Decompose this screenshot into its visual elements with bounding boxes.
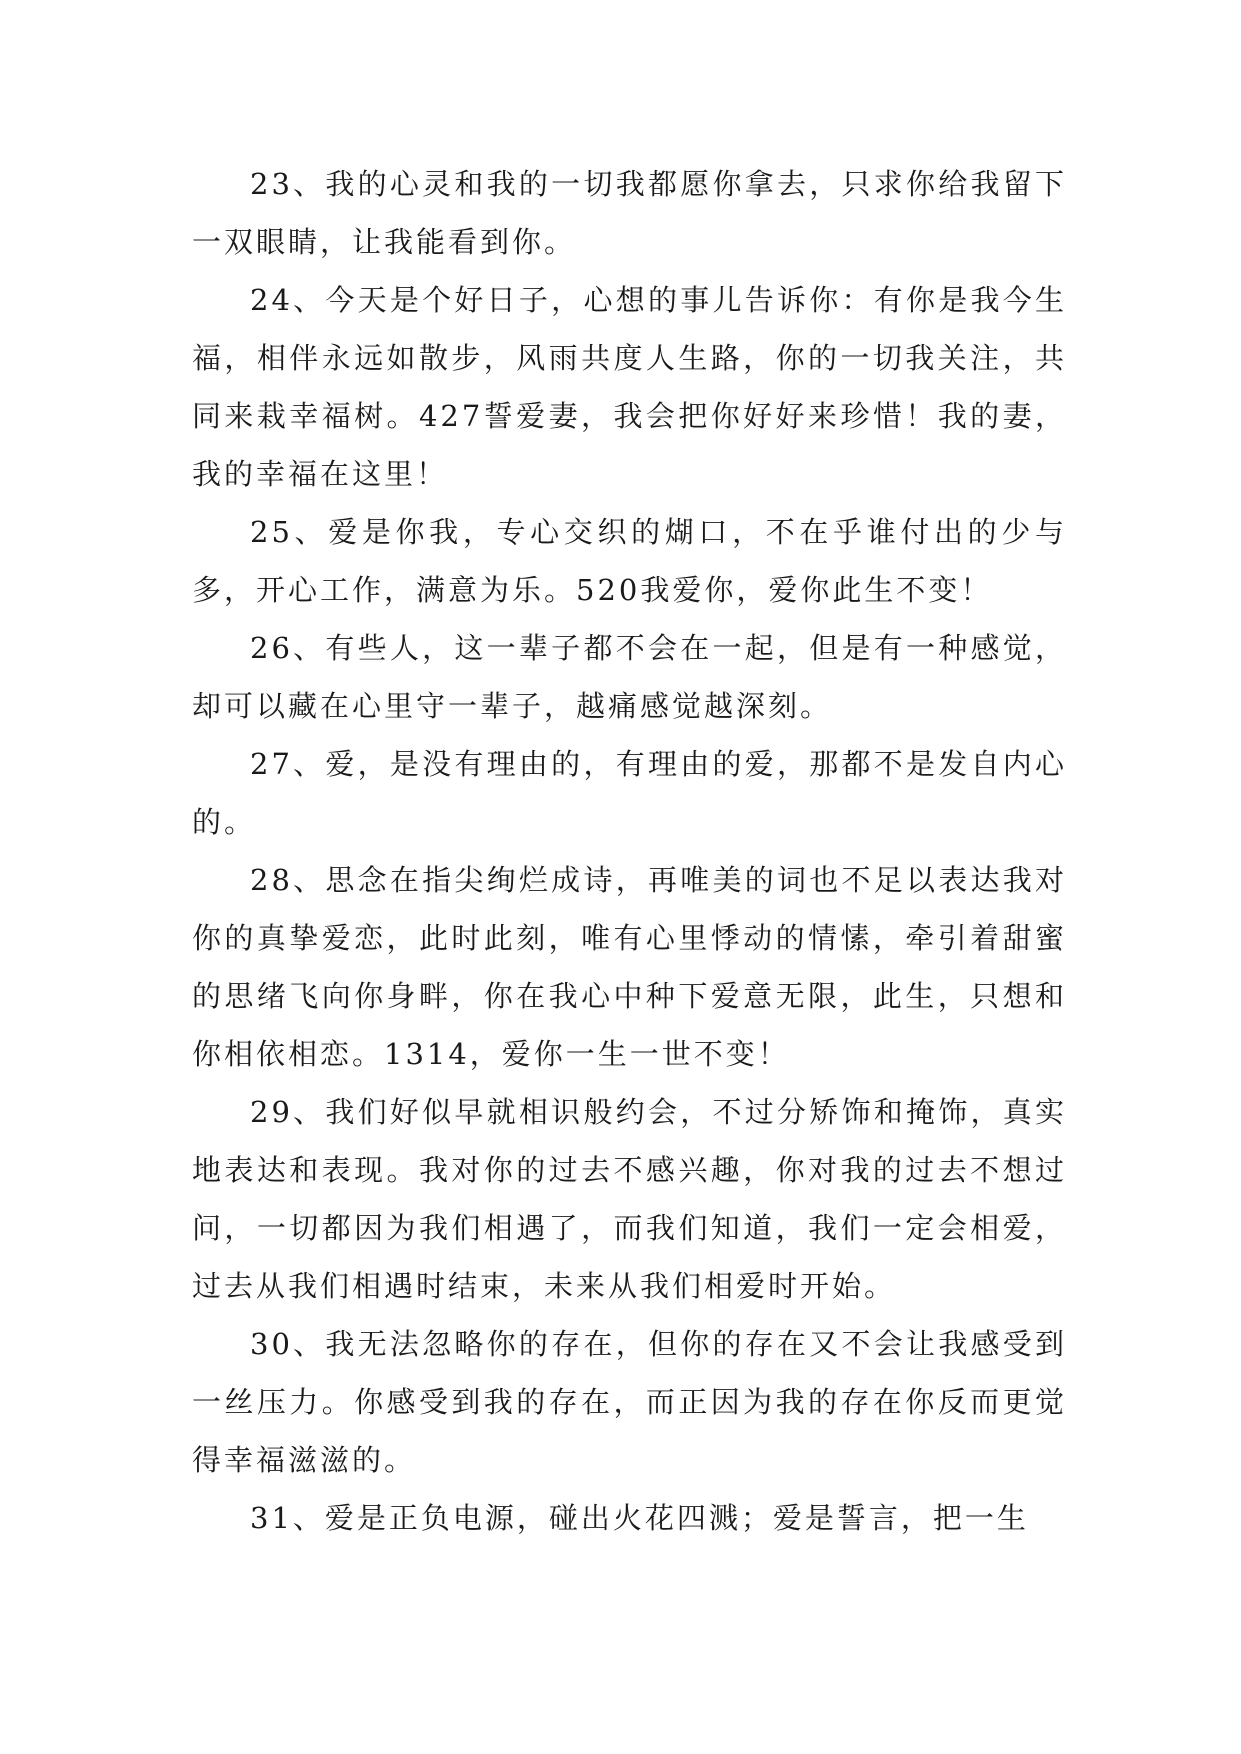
paragraph-26: 26、有些人，这一辈子都不会在一起，但是有一种感觉，却可以藏在心里守一辈子，越痛感觉越深刻。 <box>192 631 1067 723</box>
paragraph-28: 28、思念在指尖绚烂成诗，再唯美的词也不足以表达我对你的真挚爱恋，此时此刻，唯有心里悸动的情愫，牵引着甜蜜的思绪飞向你身畔，你在我心中种下爱意无限，此生，只想和你相依相恋。1314，爱你一生一世不变！ <box>192 863 1067 1071</box>
paragraph-29: 29、我们好似早就相识般约会，不过分矫饰和掩饰，真实地表达和表现。我对你的过去不感兴趣，你对我的过去不想过问，一切都因为我们相遇了，而我们知道，我们一定会相爱，过去从我们相遇时结束，未来从我们相爱时开始。 <box>192 1095 1067 1303</box>
paragraph-23: 23、我的心灵和我的一切我都愿你拿去，只求你给我留下一双眼睛，让我能看到你。 <box>192 167 1067 259</box>
document-body <box>192 155 1067 1547</box>
paragraph-27: 27、爱，是没有理由的，有理由的爱，那都不是发自内心的。 <box>192 747 1067 839</box>
paragraph-25: 25、爱是你我，专心交织的煳口，不在乎谁付出的少与多，开心工作，满意为乐。520我爱你，爱你此生不变！ <box>192 515 1067 607</box>
paragraph-30: 30、我无法忽略你的存在，但你的存在又不会让我感受到一丝压力。你感受到我的存在，而正因为我的存在你反而更觉得幸福滋滋的。 <box>192 1327 1067 1477</box>
paragraph-24: 24、今天是个好日子，心想的事儿告诉你：有你是我今生福，相伴永远如散步，风雨共度人生路，你的一切我关注，共同来栽幸福树。427誓爱妻，我会把你好好来珍惜！我的妻，我的幸福在这里！ <box>192 283 1067 491</box>
paragraph-31: 31、爱是正负电源，碰出火花四溅；爱是誓言，把一生 <box>250 1501 1029 1535</box>
